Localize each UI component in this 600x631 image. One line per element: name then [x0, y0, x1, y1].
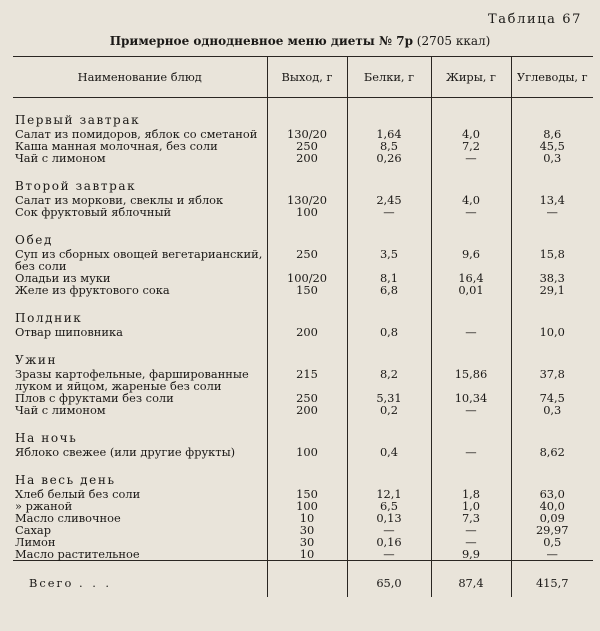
fat-value: 9,9: [431, 548, 511, 561]
spacer-cell: [347, 98, 431, 111]
spacer-row: [13, 338, 593, 350]
dish-name: Суп из сборных овощей вегетарианский, без соли: [15, 247, 263, 273]
carbs-value: 0,5: [511, 536, 593, 548]
carbs-value: 10,0: [511, 326, 593, 338]
dish-name: Салат из моркови, свеклы и яблок: [15, 193, 224, 207]
fat-value: —: [431, 152, 511, 164]
spacer-cell: [431, 458, 511, 470]
protein-value: 0,4: [347, 446, 431, 458]
spacer-cell: [267, 416, 347, 428]
section-row: [13, 470, 593, 488]
section-row: [13, 428, 593, 446]
spacer-cell: [13, 98, 267, 111]
section-empty-cell: [267, 110, 347, 128]
spacer-cell: [267, 164, 347, 176]
yield-value: 130/20: [267, 194, 347, 206]
dish-name: Отвар шиповника: [15, 325, 123, 339]
dish-name: Салат из помидоров, яблок со сметаной: [15, 127, 258, 141]
carbs-value: —: [511, 548, 593, 561]
yield-value: 100: [267, 446, 347, 458]
section-empty-cell: [511, 176, 593, 194]
dish-name: Яблоко свежее (или другие фрукты): [15, 445, 236, 459]
protein-value: 0,26: [347, 152, 431, 164]
dish-name: Масло растительное: [15, 547, 140, 561]
yield-value: 30: [267, 536, 347, 548]
yield-value: 10: [267, 512, 347, 524]
fat-value: 4,0: [431, 128, 511, 140]
spacer-cell: [511, 164, 593, 176]
yield-value: 250: [267, 392, 347, 404]
section-row: [13, 176, 593, 194]
carbs-value: 45,5: [511, 140, 593, 152]
carbs-value: 74,5: [511, 392, 593, 404]
dish-name: Зразы картофельные, фаршированные луком и яйцом, жареные без соли: [15, 367, 249, 393]
section-empty-cell: [347, 350, 431, 368]
fat-value: 1,0: [431, 500, 511, 512]
dish-name: Хлеб белый без соли: [15, 487, 141, 501]
carbs-value: 29,97: [511, 524, 593, 536]
table-body: [13, 98, 593, 598]
carbs-value: —: [511, 206, 593, 218]
dish-name: Каша манная молочная, без соли: [15, 139, 218, 153]
spacer-row: [13, 416, 593, 428]
spacer-cell: [431, 338, 511, 350]
section-empty-cell: [347, 176, 431, 194]
spacer-cell: [431, 416, 511, 428]
section-empty-cell: [267, 176, 347, 194]
carbs-value: 0,3: [511, 404, 593, 416]
fat-value: 9,6: [431, 248, 511, 272]
spacer-cell: [347, 338, 431, 350]
carbs-value: 38,3: [511, 272, 593, 284]
protein-value: 8,5: [347, 140, 431, 152]
carbs-value: 15,8: [511, 248, 593, 272]
col-header-fat: Жиры, г: [431, 57, 511, 98]
protein-value: —: [347, 548, 431, 561]
section-row: [13, 350, 593, 368]
dish-name: Чай с лимоном: [15, 403, 106, 417]
spacer-row: [13, 98, 593, 111]
section-title: Обед: [15, 233, 53, 247]
section-empty-cell: [267, 470, 347, 488]
spacer-cell: [13, 458, 267, 470]
section-empty-cell: [267, 230, 347, 248]
section-empty-cell: [431, 230, 511, 248]
spacer-cell: [347, 296, 431, 308]
dish-name: Оладьи из муки: [15, 271, 111, 285]
section-title: На ночь: [15, 431, 78, 445]
section-title: Полдник: [15, 311, 83, 325]
total-label-text: Всего: [29, 576, 74, 590]
fat-value: 10,34: [431, 392, 511, 404]
spacer-cell: [431, 98, 511, 111]
spacer-cell: [347, 458, 431, 470]
spacer-cell: [267, 338, 347, 350]
fat-value: 16,4: [431, 272, 511, 284]
spacer-cell: [13, 164, 267, 176]
fat-value: —: [431, 446, 511, 458]
protein-value: 1,64: [347, 128, 431, 140]
dish-name: Лимон: [15, 535, 56, 549]
protein-value: 5,31: [347, 392, 431, 404]
spacer-cell: [431, 218, 511, 230]
yield-value: 130/20: [267, 128, 347, 140]
protein-value: —: [347, 206, 431, 218]
protein-value: 0,13: [347, 512, 431, 524]
section-empty-cell: [511, 110, 593, 128]
table-row: [13, 206, 593, 218]
diet-menu-table: [13, 56, 593, 597]
dish-name: Сахар: [15, 523, 52, 537]
carbs-value: 37,8: [511, 368, 593, 392]
spacer-cell: [13, 296, 267, 308]
spacer-cell: [431, 296, 511, 308]
section-empty-cell: [267, 350, 347, 368]
spacer-cell: [13, 416, 267, 428]
total-carbs: 415,7: [511, 561, 593, 598]
spacer-cell: [13, 338, 267, 350]
fat-value: 15,86: [431, 368, 511, 392]
spacer-row: [13, 218, 593, 230]
spacer-cell: [267, 296, 347, 308]
yield-value: 150: [267, 284, 347, 296]
col-header-protein: Белки, г: [347, 57, 431, 98]
section-empty-cell: [511, 350, 593, 368]
carbs-value: 40,0: [511, 500, 593, 512]
yield-value: 200: [267, 152, 347, 164]
fat-value: 4,0: [431, 194, 511, 206]
section-title: Первый завтрак: [15, 113, 141, 127]
fat-value: —: [431, 524, 511, 536]
section-title: На весь день: [15, 473, 116, 487]
caption-title: Примерное однодневное меню диеты № 7р: [109, 34, 413, 48]
protein-value: 6,8: [347, 284, 431, 296]
protein-value: 8,2: [347, 368, 431, 392]
fat-value: 0,01: [431, 284, 511, 296]
carbs-value: 13,4: [511, 194, 593, 206]
fat-value: —: [431, 404, 511, 416]
section-empty-cell: [347, 428, 431, 446]
spacer-cell: [267, 458, 347, 470]
section-empty-cell: [431, 176, 511, 194]
col-header-yield: Выход, г: [267, 57, 347, 98]
dish-name: Масло сливочное: [15, 511, 121, 525]
protein-value: —: [347, 524, 431, 536]
table-row: [13, 326, 593, 338]
protein-value: 0,2: [347, 404, 431, 416]
spacer-cell: [13, 218, 267, 230]
dish-name: Чай с лимоном: [15, 151, 106, 165]
spacer-row: [13, 458, 593, 470]
yield-value: 100: [267, 206, 347, 218]
yield-value: 30: [267, 524, 347, 536]
table-row: [13, 248, 593, 272]
table-caption: [0, 34, 600, 48]
dish-name: Сок фруктовый яблочный: [15, 205, 172, 219]
section-row: [13, 308, 593, 326]
carbs-value: 8,62: [511, 446, 593, 458]
yield-value: 215: [267, 368, 347, 392]
section-empty-cell: [511, 230, 593, 248]
table-row: [13, 404, 593, 416]
col-header-carbs: Углеводы, г: [511, 57, 593, 98]
spacer-cell: [347, 164, 431, 176]
section-empty-cell: [347, 230, 431, 248]
table-row: [13, 152, 593, 164]
spacer-cell: [511, 296, 593, 308]
caption-kcal: (2705 ккал): [412, 34, 491, 48]
section-empty-cell: [511, 428, 593, 446]
table-row: [13, 284, 593, 296]
yield-value: 200: [267, 404, 347, 416]
fat-value: 7,3: [431, 512, 511, 524]
protein-value: 6,5: [347, 500, 431, 512]
spacer-cell: [267, 98, 347, 111]
spacer-cell: [511, 458, 593, 470]
dish-name: » ржаной: [15, 499, 73, 513]
total-label: [13, 561, 267, 598]
fat-value: —: [431, 206, 511, 218]
table-row: [13, 548, 593, 561]
section-empty-cell: [347, 308, 431, 326]
carbs-value: 0,09: [511, 512, 593, 524]
protein-value: 3,5: [347, 248, 431, 272]
total-row: [13, 561, 593, 598]
spacer-row: [13, 164, 593, 176]
spacer-row: [13, 296, 593, 308]
carbs-value: 0,3: [511, 152, 593, 164]
section-empty-cell: [431, 110, 511, 128]
spacer-cell: [511, 338, 593, 350]
protein-value: 0,16: [347, 536, 431, 548]
spacer-cell: [431, 164, 511, 176]
section-empty-cell: [431, 350, 511, 368]
table-row: [13, 446, 593, 458]
yield-value: 100/20: [267, 272, 347, 284]
total-dots: . . .: [78, 576, 113, 590]
total-yield: [267, 561, 347, 598]
dish-name: Плов с фруктами без соли: [15, 391, 174, 405]
section-empty-cell: [511, 308, 593, 326]
section-empty-cell: [431, 308, 511, 326]
header-row: [13, 57, 593, 98]
fat-value: —: [431, 536, 511, 548]
carbs-value: 29,1: [511, 284, 593, 296]
section-empty-cell: [431, 428, 511, 446]
yield-value: 150: [267, 488, 347, 500]
section-empty-cell: [267, 308, 347, 326]
section-empty-cell: [267, 428, 347, 446]
protein-value: 0,8: [347, 326, 431, 338]
fat-value: 7,2: [431, 140, 511, 152]
yield-value: 200: [267, 326, 347, 338]
spacer-cell: [347, 218, 431, 230]
yield-value: 100: [267, 500, 347, 512]
section-row: [13, 110, 593, 128]
section-empty-cell: [347, 110, 431, 128]
total-protein: 65,0: [347, 561, 431, 598]
total-fat: 87,4: [431, 561, 511, 598]
spacer-cell: [511, 98, 593, 111]
section-empty-cell: [511, 470, 593, 488]
carbs-value: 63,0: [511, 488, 593, 500]
section-empty-cell: [431, 470, 511, 488]
section-empty-cell: [347, 470, 431, 488]
yield-value: 250: [267, 248, 347, 272]
spacer-cell: [511, 218, 593, 230]
section-row: [13, 230, 593, 248]
protein-value: 8,1: [347, 272, 431, 284]
yield-value: 250: [267, 140, 347, 152]
spacer-cell: [347, 416, 431, 428]
table-number: Таблица 67: [488, 12, 582, 27]
protein-value: 12,1: [347, 488, 431, 500]
fat-value: —: [431, 326, 511, 338]
section-title: Второй завтрак: [15, 179, 137, 193]
protein-value: 2,45: [347, 194, 431, 206]
fat-value: 1,8: [431, 488, 511, 500]
col-header-name: Наименование блюд: [13, 57, 267, 98]
carbs-value: 8,6: [511, 128, 593, 140]
spacer-cell: [267, 218, 347, 230]
section-title: Ужин: [15, 353, 58, 367]
spacer-cell: [511, 416, 593, 428]
yield-value: 10: [267, 548, 347, 561]
table-row: [13, 368, 593, 392]
dish-name: Желе из фруктового сока: [15, 283, 170, 297]
